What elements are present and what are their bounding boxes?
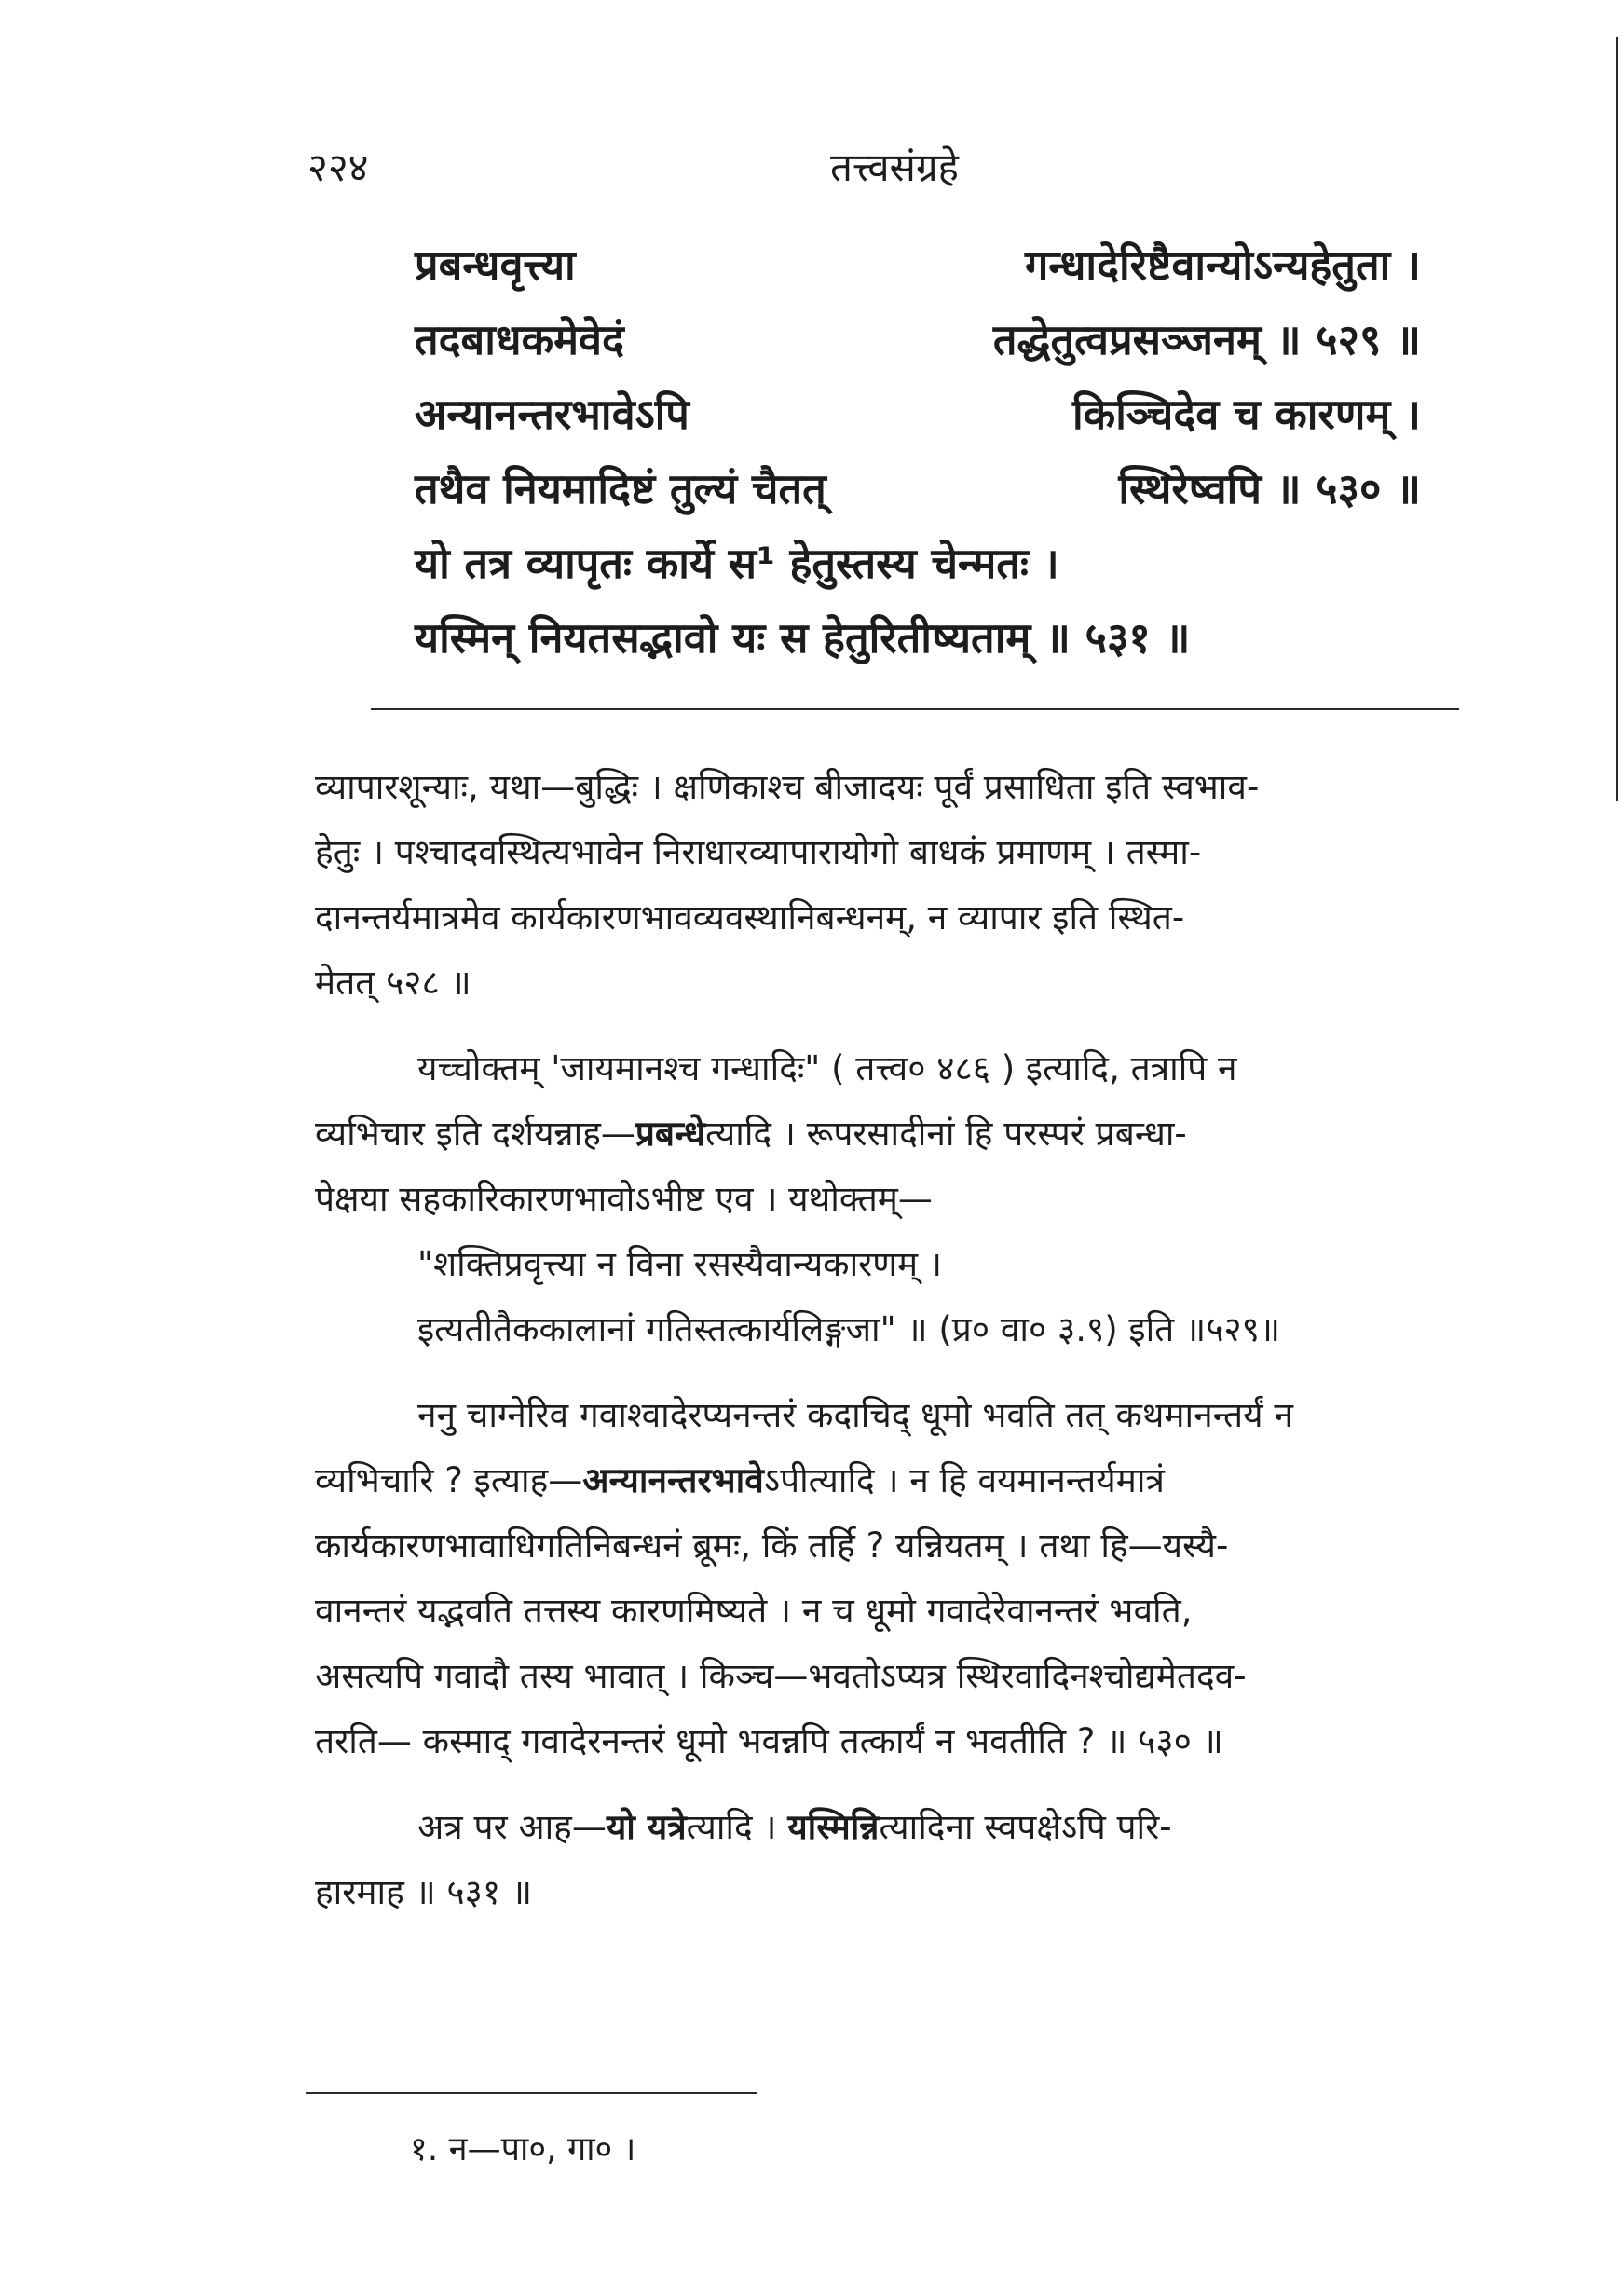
verse-line <box>415 228 1421 303</box>
commentary-line: दानन्तर्यमात्रमेव कार्यकारणभावव्यवस्थानिबन्धनम्, न व्यापार इति स्थित- <box>315 897 1185 937</box>
verse-block <box>415 228 1421 676</box>
commentary-line: हेतुः । पश्चादवस्थित्यभावेन निराधारव्यापारायोगो बाधकं प्रमाणम् । तस्मा- <box>315 832 1202 872</box>
verse-segment: तथैव नियमादिष्टं तुल्यं चैतत् <box>415 464 826 513</box>
commentary-line: असत्यपि गवादौ तस्य भावात् । किञ्च—भवतोऽप्यत्र स्थिरवादिनश्चोद्यमेतदव- <box>315 1656 1247 1696</box>
verse-separator-rule <box>371 708 1459 710</box>
commentary-line: यच्चोक्तम् 'जायमानश्च गन्धादिः" ( तत्त्व० ४८६ ) इत्यादि, तत्रापि न <box>417 1048 1237 1088</box>
commentary-line: हारमाह ॥ ५३१ ॥ <box>315 1872 533 1912</box>
commentary-line: ननु चाग्नेरिव गवाश्वादेरप्यनन्तरं कदाचिद् धूमो भवति तत् कथमानन्तर्यं न <box>417 1395 1293 1435</box>
page-number: २२४ <box>307 144 369 190</box>
verse-line <box>415 303 1421 377</box>
footnote: १. न—पा०, गा० । <box>410 2130 636 2169</box>
commentary-paragraph <box>315 1383 1480 1774</box>
text-run: त्यादिना स्वपक्षेऽपि परि- <box>879 1807 1172 1847</box>
verse-segment: तदबाधकमेवेदं <box>415 315 624 364</box>
verse-segment: गन्धादेरिष्टैवान्योऽन्यहेतुता । <box>1024 240 1421 290</box>
text-run: व्यभिचार इति दर्शयन्नाह— <box>315 1114 635 1154</box>
verse-segment: किञ्चिदेव च कारणम् । <box>1072 390 1421 439</box>
bold-term: प्रबन्धे <box>635 1114 706 1154</box>
verse-line <box>415 601 1421 676</box>
page-header <box>307 140 1481 205</box>
bold-term: यस्मिन्नि <box>787 1807 880 1847</box>
text-run: त्यादि । रूपरसादीनां हि परस्परं प्रबन्धा- <box>705 1114 1187 1154</box>
text-run: अत्र पर आह— <box>417 1807 607 1847</box>
text-run: त्यादि । <box>686 1807 788 1847</box>
commentary-line <box>315 1101 1480 1167</box>
commentary-line <box>315 1795 1480 1860</box>
running-title: तत्त्वसंग्रहे <box>830 144 959 190</box>
commentary-paragraph <box>315 1036 1480 1362</box>
verse-segment: प्रबन्धवृत्त्या <box>415 240 576 290</box>
commentary-block <box>315 755 1480 1946</box>
commentary-line: व्यापारशून्याः, यथा—बुद्धिः । क्षणिकाश्च बीजादयः पूर्वं प्रसाधिता इति स्वभाव- <box>315 767 1260 807</box>
bold-term: अन्यानन्तरभावे <box>582 1460 764 1500</box>
commentary-line: कार्यकारणभावाधिगतिनिबन्धनं ब्रूमः, किं तर्हि ? यन्नियतम् । तथा हि—यस्यै- <box>315 1526 1229 1566</box>
quote-line: "शक्तिप्रवृत्त्या न विना रसस्यैवान्यकारणम् । <box>417 1244 942 1284</box>
footnote-separator-rule <box>306 2092 757 2094</box>
verse-segment: यस्मिन् नियतसद्भावो यः स हेतुरितीष्यताम् ॥ ५३१ ॥ <box>415 613 1191 663</box>
verse-line <box>415 452 1421 527</box>
verse-segment: अन्यानन्तरभावेऽपि <box>415 390 689 439</box>
verse-line <box>415 377 1421 452</box>
commentary-paragraph <box>315 755 1480 1016</box>
commentary-line: तरति— कस्माद् गवादेरनन्तरं धूमो भवन्नपि तत्कार्यं न भवतीति ? ॥ ५३० ॥ <box>315 1721 1223 1761</box>
binding-edge-mark <box>1610 37 1618 801</box>
commentary-line: मेतत् ५२८ ॥ <box>315 963 471 1003</box>
text-run: ऽपीत्यादि । न हि वयमानन्तर्यमात्रं <box>763 1460 1165 1500</box>
commentary-line: पेक्षया सहकारिकारणभावोऽभीष्ट एव । यथोक्तम्— <box>315 1179 933 1219</box>
text-run: व्यभिचारि ? इत्याह— <box>315 1460 583 1500</box>
commentary-line: वानन्तरं यद्भवति तत्तस्य कारणमिष्यते । न च धूमो गवादेरेवानन्तरं भवति, <box>315 1591 1193 1631</box>
verse-segment: यो तत्र व्यापृतः कार्ये स¹ हेतुस्तस्य चेन्मतः । <box>415 539 1059 588</box>
bold-term: यो यत्रे <box>606 1807 687 1847</box>
commentary-line <box>315 1448 1480 1513</box>
verse-segment: स्थिरेष्वपि ॥ ५३० ॥ <box>1118 464 1421 513</box>
verse-segment: तद्धेतुत्वप्रसञ्जनम् ॥ ५२९ ॥ <box>992 315 1421 364</box>
commentary-paragraph <box>315 1795 1480 1925</box>
quote-line: इत्यतीतैककालानां गतिस्तत्कार्यलिङ्गजा" ॥ (प्र० वा० ३.९) इति ॥५२९॥ <box>417 1309 1281 1349</box>
verse-line <box>415 527 1421 601</box>
